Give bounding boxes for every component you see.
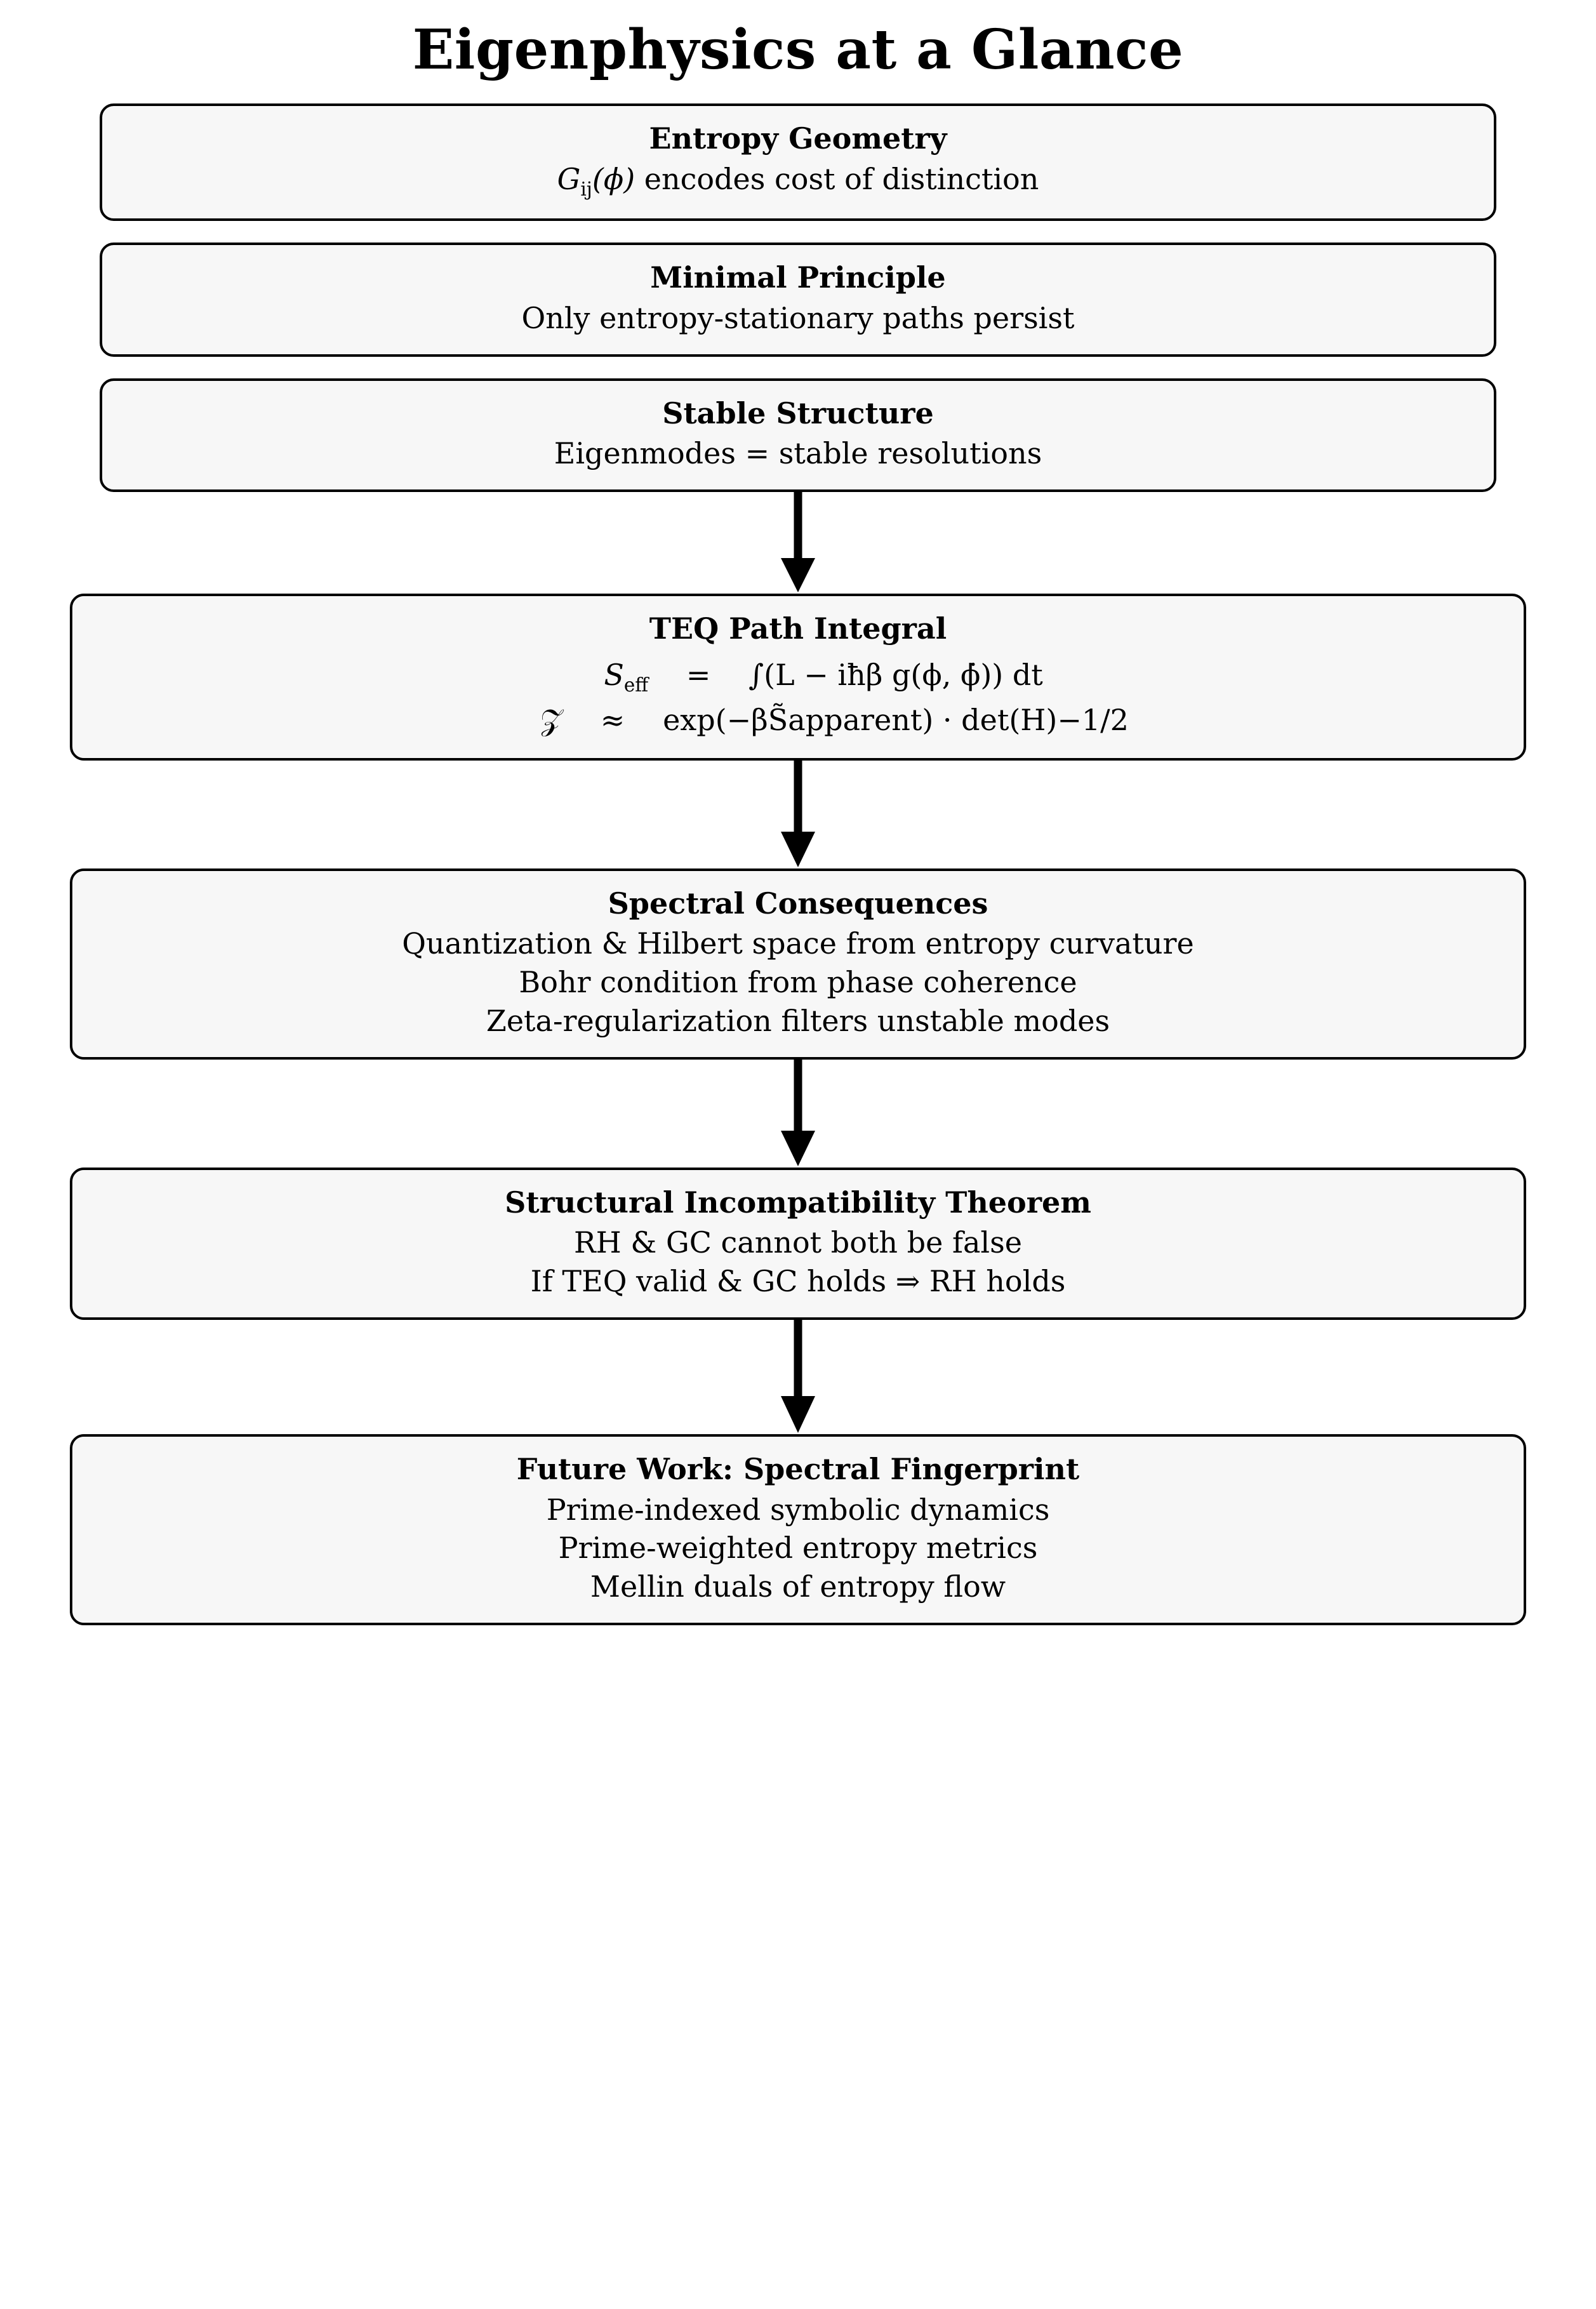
teq-eq1-rhs: ∫(L − iħβ g(ϕ, ϕ̇)) dt (748, 657, 1043, 692)
diagram-page (0, 18, 1596, 2309)
node-minimal-principle-body: Only entropy-stationary paths persist (521, 300, 1075, 335)
node-entropy-geometry-body (121, 160, 1475, 202)
node-minimal-principle (100, 243, 1496, 357)
teq-equation-2 (467, 699, 1129, 742)
teq-eq1-symbol: S (604, 657, 624, 692)
arrow-teq-to-spectral (70, 761, 1526, 868)
teq-eq2-relation: ≈ (600, 702, 625, 737)
arrow-spectral-to-theorem (70, 1060, 1526, 1168)
node-structural-incompatibility-title: Structural Incompatibility Theorem (505, 1185, 1091, 1220)
node-teq-path-integral-title: TEQ Path Integral (649, 611, 947, 646)
flowchart (70, 103, 1526, 1625)
teq-eq1-subscript: eff (623, 674, 649, 696)
arrow-theorem-to-future-work (70, 1320, 1526, 1434)
node-spectral-consequences (70, 868, 1526, 1060)
node-future-work (70, 1434, 1526, 1625)
arrow-stable-to-teq (70, 492, 1526, 594)
spacer-1 (70, 221, 1526, 243)
node-structural-incompatibility-line-1: RH & GC cannot both be false (574, 1225, 1022, 1260)
node-stable-structure (100, 378, 1496, 493)
symbol-G: G (557, 161, 581, 196)
node-future-work-line-1: Prime-indexed symbolic dynamics (546, 1492, 1050, 1527)
node-spectral-consequences-line-2: Bohr condition from phase coherence (519, 965, 1077, 1000)
node-stable-structure-body: Eigenmodes = stable resolutions (554, 436, 1042, 471)
node-spectral-consequences-line-1: Quantization & Hilbert space from entropy curvature (402, 926, 1194, 961)
teq-eq1-lhs (553, 654, 670, 699)
symbol-G-subscript: ij (580, 178, 592, 201)
teq-equation-1 (467, 654, 1129, 699)
node-entropy-geometry (100, 103, 1496, 221)
node-future-work-title: Future Work: Spectral Fingerprint (516, 1451, 1080, 1486)
node-future-work-line-2: Prime-weighted entropy metrics (558, 1531, 1038, 1566)
node-structural-incompatibility-theorem (70, 1168, 1526, 1320)
teq-eq1-relation: = (686, 657, 711, 692)
node-stable-structure-title: Stable Structure (662, 396, 934, 430)
teq-eq2-rhs: exp(−βS̃apparent) · det(H)−1/2 (663, 702, 1129, 737)
node-future-work-line-3: Mellin duals of entropy flow (590, 1569, 1006, 1604)
symbol-G-argument: (ϕ) (592, 161, 635, 196)
node-structural-incompatibility-line-2: If TEQ valid & GC holds ⇒ RH holds (530, 1264, 1066, 1299)
node-spectral-consequences-line-3: Zeta-regularization filters unstable modes (486, 1003, 1110, 1038)
node-teq-path-integral (70, 594, 1526, 760)
spacer-2 (70, 357, 1526, 378)
node-entropy-geometry-text: encodes cost of distinction (644, 161, 1039, 196)
node-entropy-geometry-title: Entropy Geometry (649, 121, 947, 156)
page-title: Eigenphysics at a Glance (412, 18, 1184, 82)
node-minimal-principle-title: Minimal Principle (650, 260, 946, 295)
teq-equations (467, 654, 1129, 742)
teq-eq2-lhs: 𝒵 (540, 702, 563, 737)
node-spectral-consequences-title: Spectral Consequences (608, 886, 988, 921)
